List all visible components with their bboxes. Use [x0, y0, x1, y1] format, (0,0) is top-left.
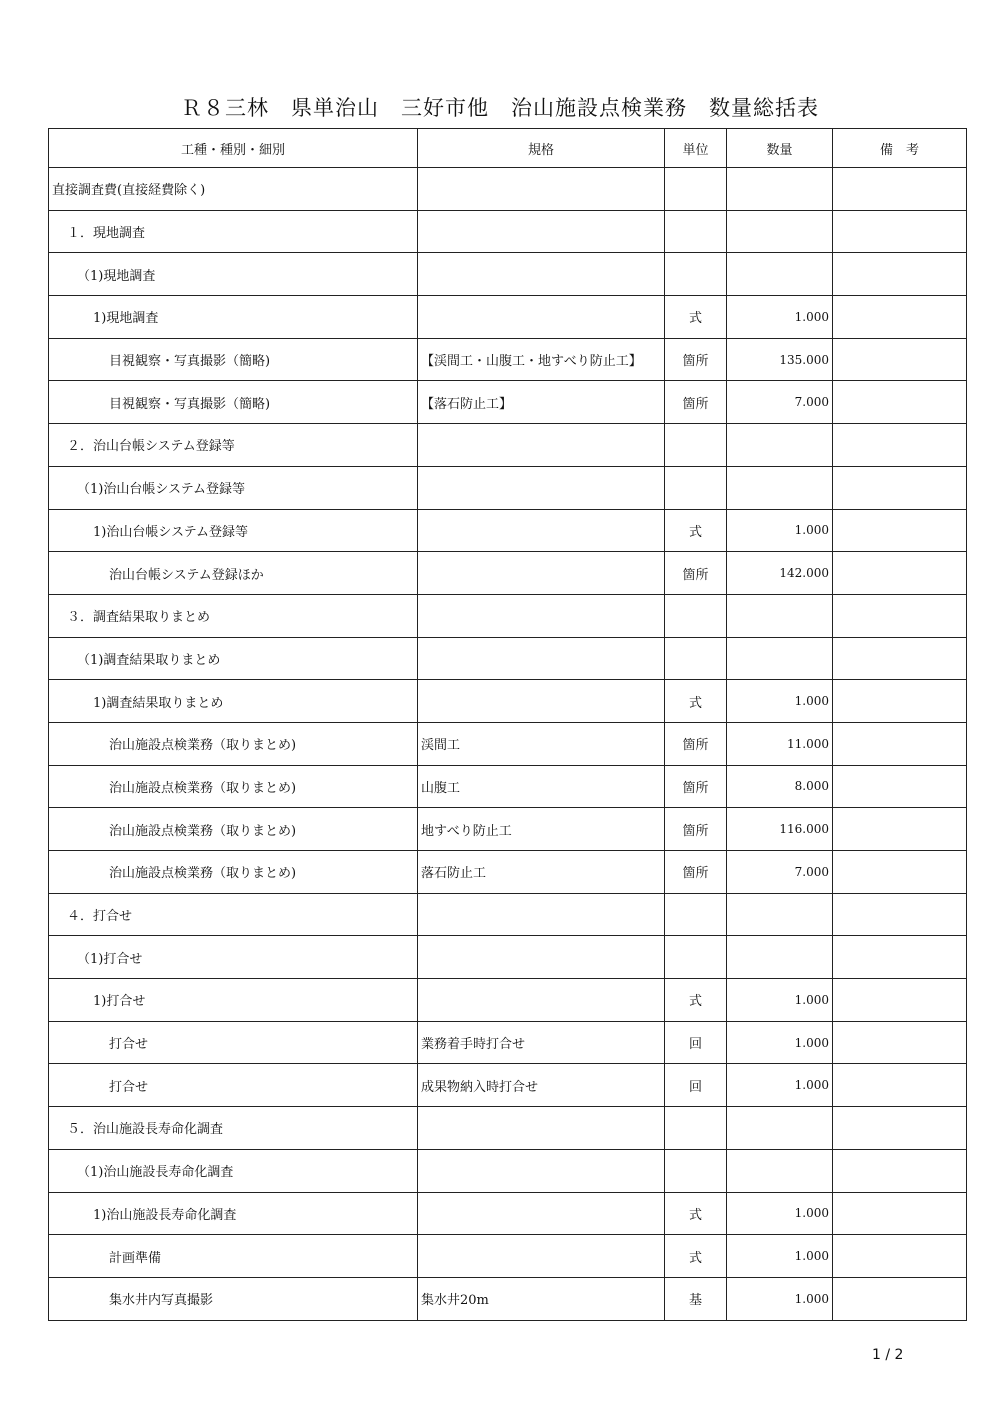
header-qty: 数量: [727, 129, 833, 168]
cell-qty: 1.000: [727, 979, 833, 1022]
cell-spec: 成果物納入時打合せ: [418, 1064, 665, 1107]
cell-qty: 116.000: [727, 808, 833, 851]
cell-name: 打合せ: [49, 1021, 418, 1064]
cell-qty: [727, 424, 833, 467]
table-row: [49, 722, 967, 765]
table-row: [49, 594, 967, 637]
cell-qty: 7.000: [727, 851, 833, 894]
table-row: [49, 979, 967, 1022]
table-row: [49, 509, 967, 552]
cell-spec: [418, 594, 665, 637]
table-row: [49, 210, 967, 253]
cell-unit: 回: [665, 1021, 727, 1064]
cell-qty: 1.000: [727, 1277, 833, 1320]
cell-spec: [418, 979, 665, 1022]
cell-unit: [665, 1107, 727, 1150]
cell-remarks: [833, 936, 967, 979]
cell-spec: 業務着手時打合せ: [418, 1021, 665, 1064]
table-row: [49, 1107, 967, 1150]
cell-unit: 箇所: [665, 338, 727, 381]
cell-spec: 【渓間工・山腹工・地すべり防止工】: [418, 338, 665, 381]
cell-remarks: [833, 338, 967, 381]
cell-name: ２．治山台帳システム登録等: [49, 424, 418, 467]
cell-remarks: [833, 253, 967, 296]
cell-spec: [418, 466, 665, 509]
cell-unit: [665, 210, 727, 253]
cell-unit: 箇所: [665, 722, 727, 765]
table-row: [49, 466, 967, 509]
table-row: [49, 253, 967, 296]
cell-unit: [665, 253, 727, 296]
cell-name: 目視観察・写真撮影（簡略): [49, 381, 418, 424]
cell-qty: [727, 1107, 833, 1150]
cell-qty: 1.000: [727, 509, 833, 552]
cell-remarks: [833, 722, 967, 765]
cell-remarks: [833, 466, 967, 509]
cell-remarks: [833, 594, 967, 637]
cell-remarks: [833, 680, 967, 723]
cell-unit: [665, 168, 727, 211]
cell-remarks: [833, 808, 967, 851]
cell-remarks: [833, 168, 967, 211]
cell-name: ３．調査結果取りまとめ: [49, 594, 418, 637]
cell-name: 1)打合せ: [49, 979, 418, 1022]
cell-remarks: [833, 552, 967, 595]
cell-unit: 箇所: [665, 851, 727, 894]
table-row: [49, 168, 967, 211]
cell-remarks: [833, 1107, 967, 1150]
cell-qty: 1.000: [727, 1235, 833, 1278]
cell-remarks: [833, 509, 967, 552]
cell-qty: [727, 466, 833, 509]
cell-spec: [418, 637, 665, 680]
cell-spec: [418, 1192, 665, 1235]
cell-spec: [418, 253, 665, 296]
cell-name: 治山施設点検業務（取りまとめ): [49, 851, 418, 894]
table-row: [49, 1021, 967, 1064]
table-row: [49, 851, 967, 894]
cell-unit: 式: [665, 509, 727, 552]
cell-unit: 箇所: [665, 808, 727, 851]
cell-name: 計画準備: [49, 1235, 418, 1278]
cell-spec: [418, 210, 665, 253]
table-row: [49, 338, 967, 381]
cell-spec: 地すべり防止工: [418, 808, 665, 851]
cell-name: 1)治山台帳システム登録等: [49, 509, 418, 552]
cell-remarks: [833, 1277, 967, 1320]
cell-unit: 式: [665, 979, 727, 1022]
cell-unit: [665, 936, 727, 979]
table-row: [49, 296, 967, 339]
table-row: [49, 808, 967, 851]
cell-name: １．現地調査: [49, 210, 418, 253]
cell-qty: [727, 1149, 833, 1192]
cell-spec: 落石防止工: [418, 851, 665, 894]
cell-unit: [665, 466, 727, 509]
cell-spec: [418, 296, 665, 339]
table-header-row: [49, 129, 967, 168]
cell-remarks: [833, 1021, 967, 1064]
cell-qty: 1.000: [727, 1192, 833, 1235]
cell-qty: 1.000: [727, 1021, 833, 1064]
cell-spec: [418, 1107, 665, 1150]
table-row: [49, 680, 967, 723]
cell-qty: 7.000: [727, 381, 833, 424]
cell-remarks: [833, 1235, 967, 1278]
cell-unit: [665, 893, 727, 936]
cell-remarks: [833, 381, 967, 424]
cell-unit: 箇所: [665, 381, 727, 424]
cell-qty: 1.000: [727, 1064, 833, 1107]
cell-remarks: [833, 1064, 967, 1107]
cell-unit: [665, 637, 727, 680]
cell-unit: 式: [665, 296, 727, 339]
cell-qty: 1.000: [727, 680, 833, 723]
table-row: [49, 765, 967, 808]
cell-qty: [727, 210, 833, 253]
cell-unit: 基: [665, 1277, 727, 1320]
table-row: [49, 424, 967, 467]
cell-name: 1)現地調査: [49, 296, 418, 339]
cell-name: 1)調査結果取りまとめ: [49, 680, 418, 723]
cell-spec: [418, 1149, 665, 1192]
cell-qty: 135.000: [727, 338, 833, 381]
cell-name: 治山施設点検業務（取りまとめ): [49, 808, 418, 851]
table-row: [49, 1277, 967, 1320]
cell-name: （1)打合せ: [49, 936, 418, 979]
cell-spec: 渓間工: [418, 722, 665, 765]
table-row: [49, 936, 967, 979]
table-row: [49, 1149, 967, 1192]
cell-qty: [727, 637, 833, 680]
cell-unit: 箇所: [665, 765, 727, 808]
cell-name: ４．打合せ: [49, 893, 418, 936]
cell-name: 集水井内写真撮影: [49, 1277, 418, 1320]
cell-spec: 山腹工: [418, 765, 665, 808]
cell-spec: [418, 168, 665, 211]
header-name: 工種・種別・細別: [49, 129, 418, 168]
cell-name: （1)治山台帳システム登録等: [49, 466, 418, 509]
cell-name: 直接調査費(直接経費除く): [49, 168, 418, 211]
header-unit: 単位: [665, 129, 727, 168]
cell-spec: [418, 509, 665, 552]
cell-spec: [418, 552, 665, 595]
cell-unit: [665, 594, 727, 637]
page-number: 1 / 2: [872, 1347, 904, 1363]
cell-name: （1)治山施設長寿命化調査: [49, 1149, 418, 1192]
cell-remarks: [833, 424, 967, 467]
cell-qty: 8.000: [727, 765, 833, 808]
cell-remarks: [833, 893, 967, 936]
quantity-summary-table: [48, 128, 967, 1321]
cell-remarks: [833, 851, 967, 894]
cell-spec: [418, 424, 665, 467]
table-row: [49, 893, 967, 936]
cell-spec: [418, 680, 665, 723]
table-row: [49, 637, 967, 680]
cell-spec: 集水井20m: [418, 1277, 665, 1320]
cell-remarks: [833, 1192, 967, 1235]
cell-name: 治山台帳システム登録ほか: [49, 552, 418, 595]
table-row: [49, 1192, 967, 1235]
cell-qty: 1.000: [727, 296, 833, 339]
cell-unit: 回: [665, 1064, 727, 1107]
cell-qty: [727, 168, 833, 211]
table-row: [49, 1064, 967, 1107]
header-remarks: 備 考: [833, 129, 967, 168]
cell-unit: [665, 424, 727, 467]
cell-name: ５．治山施設長寿命化調査: [49, 1107, 418, 1150]
cell-name: 打合せ: [49, 1064, 418, 1107]
cell-remarks: [833, 210, 967, 253]
cell-spec: [418, 936, 665, 979]
table-row: [49, 1235, 967, 1278]
cell-name: 目視観察・写真撮影（簡略): [49, 338, 418, 381]
cell-unit: 式: [665, 1235, 727, 1278]
cell-unit: 式: [665, 680, 727, 723]
cell-unit: 式: [665, 1192, 727, 1235]
cell-remarks: [833, 979, 967, 1022]
cell-qty: 11.000: [727, 722, 833, 765]
cell-spec: [418, 893, 665, 936]
cell-qty: [727, 893, 833, 936]
cell-name: （1)調査結果取りまとめ: [49, 637, 418, 680]
cell-name: （1)現地調査: [49, 253, 418, 296]
cell-remarks: [833, 296, 967, 339]
cell-name: 治山施設点検業務（取りまとめ): [49, 722, 418, 765]
cell-spec: 【落石防止工】: [418, 381, 665, 424]
cell-unit: 箇所: [665, 552, 727, 595]
table-row: [49, 381, 967, 424]
cell-name: 治山施設点検業務（取りまとめ): [49, 765, 418, 808]
cell-unit: [665, 1149, 727, 1192]
cell-qty: [727, 253, 833, 296]
cell-spec: [418, 1235, 665, 1278]
document-title: Ｒ８三林 県単治山 三好市他 治山施設点検業務 数量総括表: [181, 96, 819, 120]
cell-qty: [727, 594, 833, 637]
cell-remarks: [833, 765, 967, 808]
cell-qty: [727, 936, 833, 979]
cell-qty: 142.000: [727, 552, 833, 595]
cell-name: 1)治山施設長寿命化調査: [49, 1192, 418, 1235]
header-spec: 規格: [418, 129, 665, 168]
table-row: [49, 552, 967, 595]
cell-remarks: [833, 637, 967, 680]
cell-remarks: [833, 1149, 967, 1192]
